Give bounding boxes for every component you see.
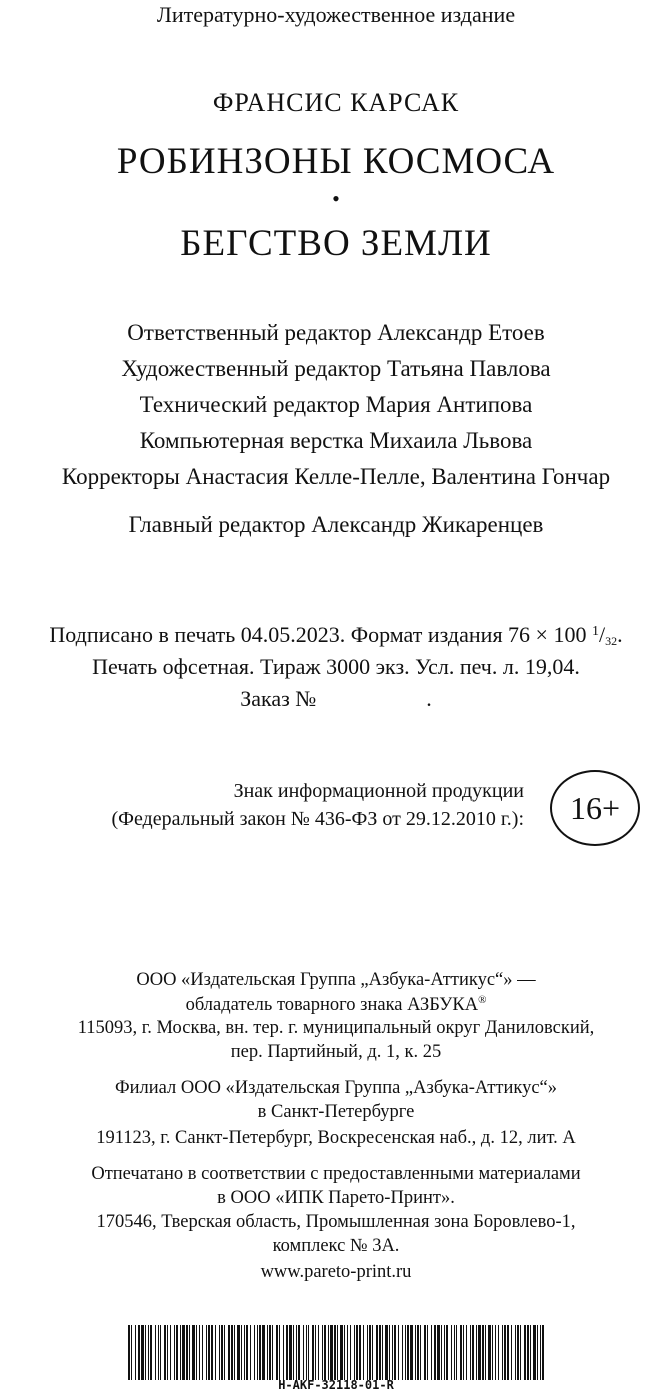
barcode-bar xyxy=(148,1325,149,1380)
barcode-bar xyxy=(492,1325,493,1380)
title-separator: • xyxy=(332,186,340,211)
barcode-bar xyxy=(221,1325,223,1380)
barcode-bar xyxy=(155,1325,156,1380)
imprint-publisher: ООО «Издательская Группа „Азбука-Аттикус“» — xyxy=(136,970,536,990)
barcode-bar xyxy=(359,1325,361,1380)
barcode-bar xyxy=(279,1325,280,1380)
barcode-bar xyxy=(330,1325,333,1380)
imprint-printer-address: 170546, Тверская область, Промышленная зона Боровлево-1, xyxy=(96,1212,576,1232)
barcode-bar xyxy=(527,1325,529,1380)
barcode-bar xyxy=(272,1325,273,1380)
barcode-bar xyxy=(502,1325,503,1380)
format-fraction-den: 32 xyxy=(605,634,618,648)
barcode-bar xyxy=(150,1325,152,1380)
barcode-code: H-AKF-32118-01-R xyxy=(278,1378,394,1392)
barcode-bar xyxy=(424,1325,426,1380)
barcode-bar xyxy=(478,1325,481,1380)
barcode-bar xyxy=(507,1325,509,1380)
barcode-bar xyxy=(431,1325,432,1380)
barcode-bar xyxy=(244,1325,245,1380)
barcode-bar xyxy=(158,1325,159,1380)
barcode-bar xyxy=(160,1325,161,1380)
barcode-bar xyxy=(296,1325,297,1380)
barcode-bar xyxy=(254,1325,255,1380)
barcode-bar xyxy=(515,1325,516,1380)
imprint-printed-by: Отпечатано в соответствии с предоставленными материалами xyxy=(91,1164,581,1184)
barcode-bar xyxy=(376,1325,378,1380)
barcode-bar xyxy=(472,1325,474,1380)
barcode-bar xyxy=(524,1325,526,1380)
barcode xyxy=(128,1325,544,1380)
barcode-bar xyxy=(192,1325,195,1380)
credit-technical-editor: Технический редактор Мария Антипова xyxy=(139,392,533,417)
barcode-bar xyxy=(206,1325,207,1380)
barcode-bar xyxy=(398,1325,399,1380)
barcode-bar xyxy=(356,1325,358,1380)
barcode-bar xyxy=(495,1325,496,1380)
format-fraction-sep: / xyxy=(598,622,606,647)
barcode-bar xyxy=(303,1325,304,1380)
barcode-bar xyxy=(434,1325,436,1380)
barcode-bar xyxy=(482,1325,484,1380)
order-label: Заказ № xyxy=(240,686,317,711)
barcode-bar xyxy=(476,1325,477,1380)
barcode-bar xyxy=(298,1325,300,1380)
credit-chief-editor: Главный редактор Александр Жикаренцев xyxy=(128,512,544,537)
barcode-bar xyxy=(340,1325,343,1380)
imprint-address-2: пер. Партийный, д. 1, к. 25 xyxy=(230,1042,442,1062)
barcode-bar xyxy=(427,1325,428,1380)
barcode-bar xyxy=(180,1325,181,1380)
barcode-bar xyxy=(379,1325,381,1380)
barcode-bar xyxy=(460,1325,462,1380)
barcode-bar xyxy=(446,1325,448,1380)
barcode-bar xyxy=(170,1325,171,1380)
barcode-bar xyxy=(517,1325,519,1380)
barcode-bar xyxy=(456,1325,457,1380)
barcode-bar xyxy=(324,1325,326,1380)
barcode-bar xyxy=(392,1325,393,1380)
barcode-bar xyxy=(259,1325,261,1380)
imprint-printer-website: www.pareto-print.ru xyxy=(260,1262,412,1282)
barcode-bar xyxy=(211,1325,213,1380)
format-fraction-num: 1 xyxy=(591,624,599,639)
barcode-bar xyxy=(308,1325,309,1380)
barcode-bar xyxy=(289,1325,292,1380)
imprint-branch: Филиал ООО «Издательская Группа „Азбука-Аттикус“» xyxy=(114,1078,558,1098)
credit-art-editor: Художественный редактор Татьяна Павлова xyxy=(121,356,551,381)
barcode-bar xyxy=(410,1325,413,1380)
credit-responsible-editor: Ответственный редактор Александр Етоев xyxy=(127,320,545,345)
barcode-bar xyxy=(520,1325,521,1380)
registered-mark: ® xyxy=(478,994,487,1006)
barcode-bar xyxy=(237,1325,240,1380)
barcode-bar xyxy=(369,1325,371,1380)
barcode-bar xyxy=(470,1325,471,1380)
barcode-bar xyxy=(437,1325,440,1380)
barcode-bar xyxy=(498,1325,499,1380)
barcode-bar xyxy=(202,1325,203,1380)
imprint-trademark xyxy=(0,994,672,1016)
barcode-bar xyxy=(234,1325,235,1380)
genre-label: Литературно-художественное издание xyxy=(156,2,516,27)
age-rating-text: 16+ xyxy=(569,789,621,826)
barcode-bar xyxy=(337,1325,338,1380)
barcode-bar xyxy=(454,1325,455,1380)
barcode-bar xyxy=(334,1325,336,1380)
barcode-bar xyxy=(485,1325,486,1380)
barcode-bar xyxy=(372,1325,373,1380)
barcode-bar xyxy=(542,1325,544,1380)
barcode-bar xyxy=(451,1325,452,1380)
barcode-bar xyxy=(262,1325,265,1380)
barcode-bar xyxy=(246,1325,248,1380)
barcode-bar xyxy=(385,1325,388,1380)
credit-proofreaders: Корректоры Анастасия Келле-Пелле, Валентина Гончар xyxy=(61,464,611,489)
barcode-bar xyxy=(269,1325,271,1380)
barcode-bar xyxy=(241,1325,242,1380)
barcode-bar xyxy=(511,1325,512,1380)
print-signed-text: Подписано в печать 04.05.2023. Формат издания 76 × 100 xyxy=(49,622,592,647)
barcode-bar xyxy=(131,1325,132,1380)
barcode-bar xyxy=(315,1325,316,1380)
barcode-bar xyxy=(312,1325,314,1380)
barcode-bar xyxy=(415,1325,416,1380)
barcode-bar xyxy=(196,1325,197,1380)
barcode-bar xyxy=(533,1325,536,1380)
barcode-bar xyxy=(199,1325,200,1380)
barcode-bar xyxy=(407,1325,409,1380)
barcode-bar xyxy=(141,1325,144,1380)
barcode-bar xyxy=(306,1325,307,1380)
barcode-bar xyxy=(276,1325,278,1380)
barcode-bar xyxy=(463,1325,464,1380)
imprint-trademark-text: обладатель товарного знака АЗБУКА xyxy=(185,995,479,1015)
barcode-bar xyxy=(224,1325,225,1380)
barcode-bar xyxy=(164,1325,166,1380)
barcode-bar xyxy=(257,1325,258,1380)
barcode-bar xyxy=(176,1325,178,1380)
barcode-bar xyxy=(167,1325,168,1380)
imprint-branch-address: 191123, г. Санкт-Петербург, Воскресенская наб., д. 12, лит. А xyxy=(96,1128,576,1148)
barcode-bar xyxy=(286,1325,288,1380)
barcode-bar xyxy=(363,1325,364,1380)
rating-label-2: (Федеральный закон № 436-ФЗ от 29.12.2010 г.): xyxy=(111,808,524,830)
rating-label-1: Знак информационной продукции xyxy=(233,780,524,802)
barcode-bar xyxy=(267,1325,268,1380)
barcode-bar xyxy=(250,1325,251,1380)
barcode-bar xyxy=(444,1325,445,1380)
barcode-bar xyxy=(394,1325,396,1380)
barcode-bar xyxy=(540,1325,541,1380)
barcode-bar xyxy=(208,1325,210,1380)
format-fraction-end: . xyxy=(617,622,623,647)
barcode-bar xyxy=(318,1325,319,1380)
barcode-bar xyxy=(322,1325,323,1380)
barcode-bar xyxy=(504,1325,506,1380)
barcode-bar xyxy=(417,1325,419,1380)
barcode-bar xyxy=(182,1325,185,1380)
barcode-bar xyxy=(389,1325,390,1380)
barcode-bar xyxy=(405,1325,406,1380)
barcode-bar xyxy=(135,1325,136,1380)
barcode-bar xyxy=(138,1325,140,1380)
barcode-bar xyxy=(219,1325,220,1380)
credit-layout: Компьютерная верстка Михаила Львова xyxy=(139,428,533,453)
barcode-bar xyxy=(350,1325,351,1380)
barcode-bar xyxy=(215,1325,216,1380)
barcode-bar xyxy=(354,1325,355,1380)
barcode-bar xyxy=(283,1325,284,1380)
book-title-1: РОБИНЗОНЫ КОСМОСА xyxy=(116,141,556,182)
barcode-bar xyxy=(537,1325,538,1380)
barcode-bar xyxy=(174,1325,175,1380)
print-signed-line xyxy=(0,622,672,649)
barcode-bar xyxy=(344,1325,345,1380)
barcode-bar xyxy=(367,1325,368,1380)
barcode-bar xyxy=(347,1325,348,1380)
barcode-bar xyxy=(466,1325,467,1380)
barcode-bar xyxy=(228,1325,230,1380)
barcode-bar xyxy=(530,1325,531,1380)
order-end: . xyxy=(426,686,432,711)
book-title-2: БЕГСТВО ЗЕМЛИ xyxy=(180,223,492,264)
imprint-branch-city: в Санкт-Петербурге xyxy=(257,1102,415,1122)
print-details: Печать офсетная. Тираж 3000 экз. Усл. печ. л. 19,04. xyxy=(92,654,580,679)
barcode-bar xyxy=(328,1325,329,1380)
barcode-bar xyxy=(441,1325,442,1380)
barcode-bar xyxy=(293,1325,294,1380)
barcode-bar xyxy=(488,1325,491,1380)
author-name: ФРАНСИС КАРСАК xyxy=(212,88,460,117)
barcode-bar xyxy=(382,1325,383,1380)
imprint-address-1: 115093, г. Москва, вн. тер. г. муниципальный округ Даниловский, xyxy=(77,1018,595,1038)
imprint-printer: в ООО «ИПК Парето-Принт». xyxy=(217,1188,455,1208)
barcode-bar xyxy=(128,1325,130,1380)
barcode-bar xyxy=(189,1325,190,1380)
barcode-bar xyxy=(420,1325,421,1380)
barcode-bar xyxy=(402,1325,403,1380)
barcode-bar xyxy=(145,1325,146,1380)
order-line xyxy=(0,686,672,712)
age-rating-badge xyxy=(550,770,640,846)
barcode-bar xyxy=(231,1325,233,1380)
imprint-printer-complex: комплекс № 3А. xyxy=(272,1236,400,1256)
barcode-bar xyxy=(186,1325,188,1380)
